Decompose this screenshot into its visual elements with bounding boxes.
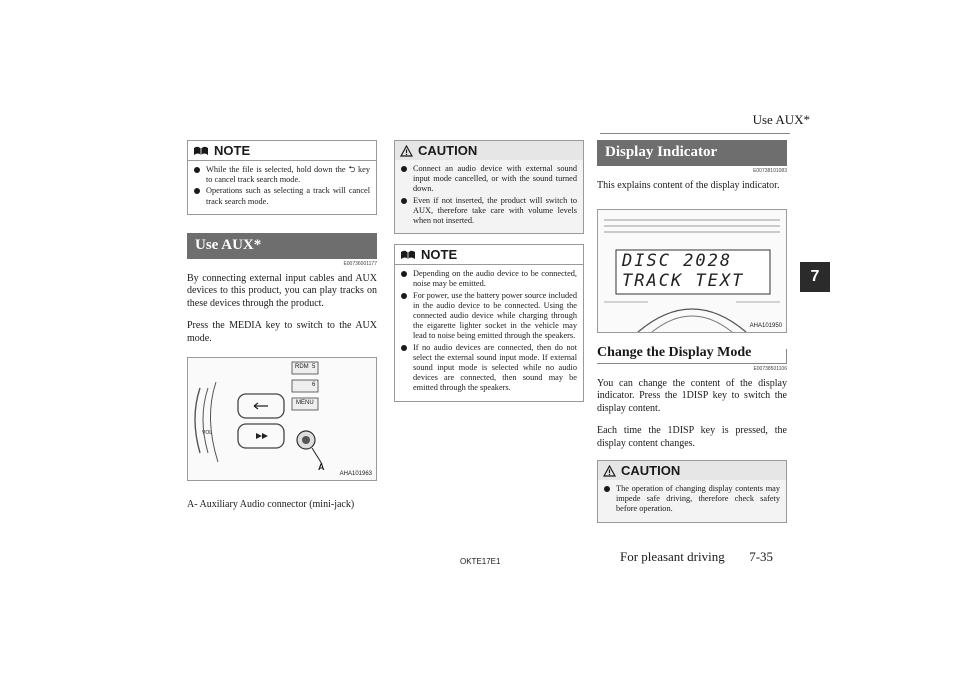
heading-rule-end <box>786 349 787 363</box>
subsection-code: E00738501106 <box>753 365 787 372</box>
caution-box <box>394 140 584 234</box>
menu-key-label: MENU <box>296 400 314 407</box>
note-label: NOTE <box>421 247 458 263</box>
key-6-label: 6 <box>312 382 316 389</box>
column-middle <box>394 140 584 412</box>
note-icon <box>193 145 209 156</box>
footer-page <box>620 549 773 565</box>
running-header: Use AUX* <box>752 112 810 127</box>
caution-label: CAUTION <box>418 143 478 158</box>
caution-header <box>598 461 786 480</box>
section-title: Display Indicator <box>597 140 787 166</box>
subsection-title: Change the Display Mode <box>597 344 752 360</box>
lcd-line-1: DISC 2028 <box>622 250 733 271</box>
figure-code: AHA101950 <box>749 322 782 329</box>
section-code: E00736001177 <box>343 260 377 267</box>
caution-item: The operation of changing display contents may impede safe driving, therefore check safety before operation. <box>604 484 780 515</box>
radio-panel-illustration <box>188 358 376 480</box>
paragraph: This explains content of the display indicator. <box>597 180 780 191</box>
paragraph: By connecting external input cables and AUX devices to this product, you can play tracks on these devices through the product. <box>187 272 377 309</box>
key-5-label: 5 <box>312 364 316 371</box>
footer-section: For pleasant driving <box>620 549 725 564</box>
note-box <box>394 244 584 401</box>
footer-code: OKTE17E1 <box>460 557 501 566</box>
note-item: Operations such as selecting a track will cancel track search mode. <box>194 186 370 206</box>
note-icon <box>400 249 416 260</box>
section-code: E00738101083 <box>753 168 787 174</box>
bullet-icon <box>401 345 407 351</box>
lcd-line-2: TRACK TEXT <box>622 270 745 291</box>
display-figure <box>597 209 787 333</box>
paragraph: Press the MEDIA key to switch to the AUX mode. <box>187 320 377 344</box>
figure-caption: A- Auxiliary Audio connector (mini-jack) <box>187 499 355 511</box>
caution-item: Connect an audio device with external sound input mode cancelled, or with the sound turned down. <box>401 164 577 195</box>
caution-box <box>597 460 787 523</box>
header-rule <box>600 133 790 134</box>
section-title: Use AUX* <box>187 233 377 259</box>
note-header <box>188 141 376 161</box>
chapter-tab[interactable]: 7 <box>800 262 830 292</box>
bullet-icon <box>401 198 407 204</box>
note-box <box>187 140 377 215</box>
bullet-icon <box>401 271 407 277</box>
figure-code: AHA101963 <box>339 471 372 478</box>
column-left <box>187 140 377 522</box>
note-item: For power, use the battery power source included in the audio device to be connected. Using the connected audio device while charging through the eigarette lighter socket in the vehicle may lead to noise being emitted through the speakers. <box>401 291 577 342</box>
note-item: While the file is selected, hold down the ⮌ key to cancel track search mode. <box>194 165 370 185</box>
caution-label: CAUTION <box>621 463 681 478</box>
column-right <box>597 140 787 533</box>
bullet-icon <box>194 167 200 173</box>
rdm-key-label: RDM <box>295 364 309 371</box>
caution-item: Even if not inserted, the product will switch to AUX, therefore take care with volume levels when not inserted. <box>401 196 577 227</box>
bullet-icon <box>401 166 407 172</box>
bullet-icon <box>401 293 407 299</box>
caution-header <box>395 141 583 160</box>
warning-triangle-icon <box>603 465 616 477</box>
bullet-icon <box>194 188 200 194</box>
note-item: Depending on the audio device to be connected, noise may be emitted. <box>401 269 577 289</box>
aux-figure <box>187 357 377 481</box>
warning-triangle-icon <box>400 145 413 157</box>
note-label: NOTE <box>214 143 251 158</box>
paragraph: You can change the content of the display indicator. Press the 1DISP key to switch the display content. <box>597 377 787 414</box>
bullet-icon <box>604 486 610 492</box>
callout-a: A <box>318 462 325 473</box>
page-number: 7-35 <box>749 549 774 564</box>
subsection-heading <box>597 345 787 364</box>
paragraph: Each time the 1DISP key is pressed, the display content changes. <box>597 425 787 449</box>
note-header <box>395 245 583 265</box>
vol-label: VOL <box>202 430 213 437</box>
note-item: If no audio devices are connected, then do not select the external sound input mode. If external sound input mode is selected while no audio devices are connected, then sound may be emitted through the speakers. <box>401 343 577 394</box>
